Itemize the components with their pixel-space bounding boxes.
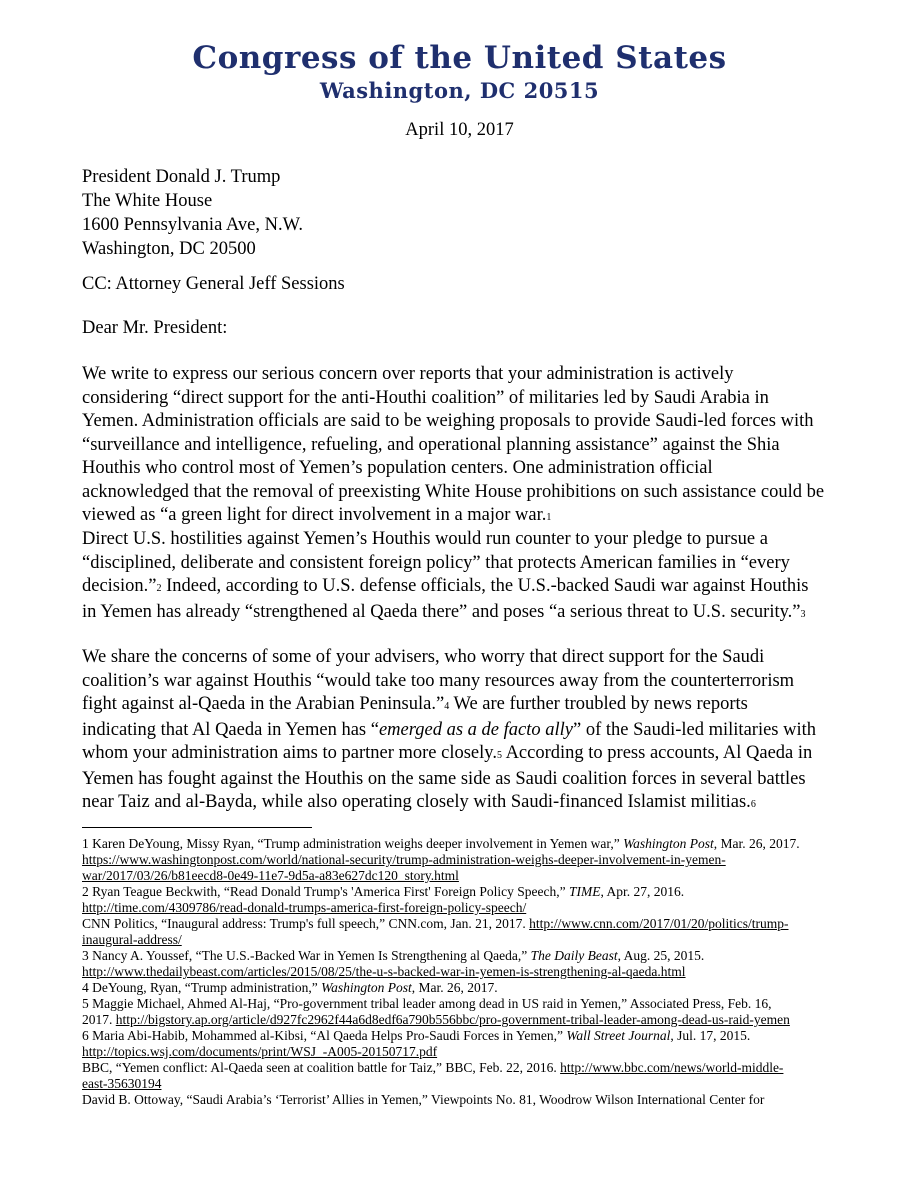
- text-line: We share the concerns of some of your advisers, who worry that direct support for the Saudi: [82, 647, 765, 667]
- footnote-divider: [82, 827, 312, 828]
- footnote-text: 6 Maria Abi-Habib, Mohammed al-Kibsi, “Al Qaeda Helps Pro-Saudi Forces in Yemen,”: [82, 1028, 567, 1043]
- text-line: Yemen. Administration officials are said to be weighing proposals to provide Saudi-led forces with: [82, 411, 814, 431]
- text-line: “surveillance and intelligence, refueling, and operational planning assistance” against the Shia: [82, 434, 780, 455]
- footnote-text: , Mar. 26, 2017.: [713, 836, 800, 851]
- salutation: Dear Mr. President:: [82, 318, 228, 338]
- footnote-link[interactable]: http://bigstory.ap.org/article/d927fc2962f44a6d8edf6a790b556bbc/pro-government-tribal-leader-among-dead-us-raid-yemen: [115, 1012, 790, 1027]
- recipient-line: President Donald J. Trump: [82, 167, 281, 187]
- footnote-ref: 2: [156, 583, 162, 594]
- footnote-ref: 1: [546, 512, 552, 523]
- text-line: considering “direct support for the anti-Houthi coalition” of militaries led by Saudi Arabia in: [82, 387, 769, 408]
- footnote-link[interactable]: http://www.thedailybeast.com/articles/2015/08/25/the-u-s-backed-war-in-yemen-is-strengthening-al-qaeda.html: [82, 964, 686, 979]
- text-segment: fight against al-Qaeda in the Arabian Peninsula.”: [82, 694, 445, 714]
- footnote-link[interactable]: http://www.bbc.com/news/world-middle-: [560, 1060, 784, 1075]
- footnote-link[interactable]: east-35630194: [82, 1076, 162, 1091]
- footnote-text: CNN Politics, “Inaugural address: Trump's full speech,” CNN.com, Jan. 21, 2017.: [82, 916, 530, 931]
- recipient-line: The White House: [82, 191, 213, 211]
- text-segment: ” of the Saudi-led militaries with: [573, 719, 817, 740]
- footnote-ref: 6: [750, 799, 756, 810]
- text-line: [82, 601, 872, 627]
- footnote-3: [82, 948, 882, 964]
- letter-date: April 10, 2017: [405, 120, 514, 140]
- text-segment: near Taiz and al-Bayda, while also operating closely with Saudi-financed Islamist militias.: [82, 792, 751, 812]
- text-line: coalition’s war against Houthis “would take too many resources away from the counterterrorism: [82, 670, 795, 691]
- text-segment: According to press accounts, Al Qaeda in: [501, 743, 813, 763]
- footnotes: [82, 836, 882, 1108]
- cc-line: CC: Attorney General Jeff Sessions: [82, 274, 345, 294]
- paragraph-1: [82, 363, 872, 530]
- footnote-text: 4 DeYoung, Ryan, “Trump administration,”: [82, 980, 322, 995]
- text-line: [82, 575, 872, 601]
- text-line: [82, 504, 872, 530]
- footnote-ref: 3: [800, 608, 806, 620]
- footnote-5-cont: [82, 1012, 882, 1028]
- footnote-source: The Daily Beast: [530, 948, 618, 963]
- text-segment: decision.”: [82, 576, 157, 596]
- letterhead-subtitle: Washington, DC 20515: [319, 78, 600, 103]
- footnote-source: Wall Street Journal: [566, 1028, 671, 1043]
- text-line: Yemen has fought against the Houthis on the same side as Saudi coalition forces in several battles: [82, 768, 806, 789]
- text-line: We write to express our serious concern over reports that your administration is actively: [82, 364, 734, 384]
- footnote-2: [82, 884, 882, 900]
- text-segment: in Yemen has already “strengthened al Qaeda there” and poses “a serious threat to U.S. security.”: [82, 601, 801, 622]
- recipient-address: [82, 165, 303, 261]
- footnote-link[interactable]: http://topics.wsj.com/documents/print/WSJ_-A005-20150717.pdf: [82, 1044, 438, 1059]
- footnote-ref: 4: [444, 701, 450, 712]
- paragraph-2: [82, 528, 872, 626]
- text-line: [82, 719, 872, 743]
- text-line: [82, 742, 872, 768]
- text-segment: We are further troubled by news reports: [449, 694, 748, 714]
- footnote-text: , Jul. 17, 2015.: [670, 1028, 751, 1043]
- footnote-link[interactable]: war/2017/03/26/b81eecd8-0e49-11e7-9d5a-a83e627dc120_story.html: [82, 868, 459, 883]
- footnote-source: Washington Post: [321, 980, 412, 995]
- footnote-ref: 5: [496, 750, 502, 761]
- text-line: [82, 693, 872, 719]
- footnote-text: , Mar. 26, 2017.: [411, 980, 498, 995]
- recipient-line: 1600 Pennsylvania Ave, N.W.: [82, 215, 303, 235]
- italic-quote: emerged as a de facto ally: [378, 719, 573, 740]
- text-line: acknowledged that the removal of preexisting White House prohibitions on such assistance could be: [82, 481, 825, 502]
- footnote-source: TIME: [568, 884, 601, 899]
- footnote-4: [82, 980, 882, 996]
- recipient-line: Washington, DC 20500: [82, 239, 256, 259]
- footnote-5: 5 Maggie Michael, Ahmed Al-Haj, “Pro-government tribal leader among dead in US raid in Yemen,” Associated Press, Feb. 16,: [82, 996, 772, 1011]
- footnote-text: , Apr. 27, 2016.: [600, 884, 685, 899]
- text-line: “disciplined, deliberate and consistent foreign policy” that protects American families in “every: [82, 552, 790, 573]
- text-segment: Indeed, according to U.S. defense officials, the U.S.-backed Saudi war against Houthis: [161, 576, 809, 596]
- footnote-2-cnn: [82, 916, 882, 932]
- footnote-1: [82, 836, 882, 852]
- footnote-text: , Aug. 25, 2015.: [617, 948, 705, 963]
- footnote-text: 3 Nancy A. Youssef, “The U.S.-Backed War in Yemen Is Strengthening al Qaeda,”: [82, 948, 531, 963]
- footnote-text: 2 Ryan Teague Beckwith, “Read Donald Trump's 'America First' Foreign Policy Speech,”: [82, 884, 569, 899]
- letterhead-title: Congress of the United States: [192, 40, 727, 76]
- text-segment: indicating that Al Qaeda in Yemen has “: [82, 719, 379, 740]
- footnote-link[interactable]: http://time.com/4309786/read-donald-trumps-america-first-foreign-policy-speech/: [82, 900, 527, 915]
- footnote-source: Washington Post: [623, 836, 714, 851]
- footnote-6-bbc: [82, 1060, 882, 1076]
- footnote-link[interactable]: https://www.washingtonpost.com/world/national-security/trump-administration-weighs-deeper-involvement-in-yemen-: [82, 852, 726, 867]
- footnote-text: BBC, “Yemen conflict: Al-Qaeda seen at coalition battle for Taiz,” BBC, Feb. 22, 2016.: [82, 1060, 561, 1075]
- text-line: Houthis who control most of Yemen’s population centers. One administration official: [82, 458, 713, 478]
- text-segment: viewed as “a green light for direct involvement in a major war.: [82, 505, 547, 525]
- footnote-text: 1 Karen DeYoung, Missy Ryan, “Trump administration weighs deeper involvement in Yemen war,”: [82, 836, 624, 851]
- footnote-text: 2017.: [82, 1012, 116, 1027]
- footnote-link[interactable]: http://www.cnn.com/2017/01/20/politics/trump-: [529, 916, 789, 931]
- paragraph-3: [82, 646, 872, 817]
- footnote-6-wilson: David B. Ottoway, “Saudi Arabia’s ‘Terrorist’ Allies in Yemen,” Viewpoints No. 81, Woodrow Wilson International Center for: [82, 1092, 765, 1107]
- footnote-link[interactable]: inaugural-address/: [82, 932, 182, 947]
- text-line: Direct U.S. hostilities against Yemen’s Houthis would run counter to your pledge to pursue a: [82, 529, 768, 549]
- footnote-6: [82, 1028, 882, 1044]
- text-line: [82, 791, 872, 817]
- text-segment: whom your administration aims to partner more closely.: [82, 743, 497, 763]
